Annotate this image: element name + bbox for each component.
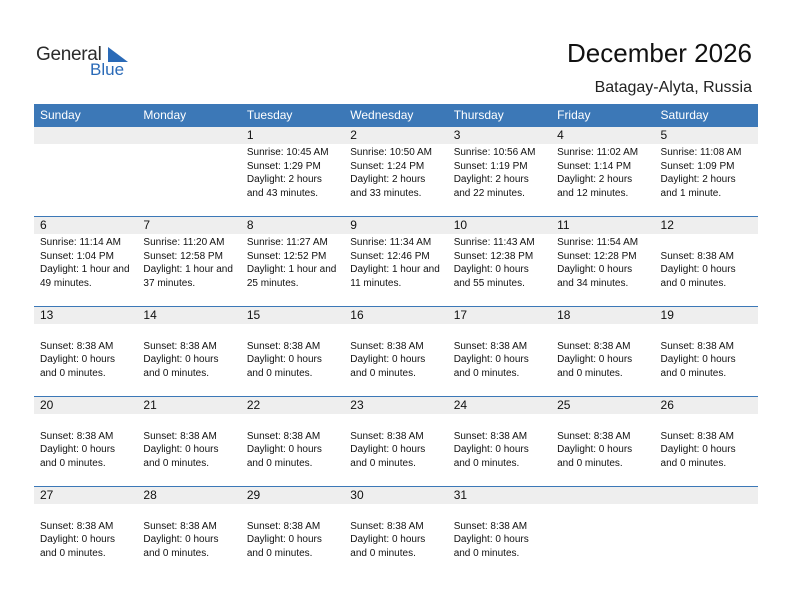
day-cell: [241, 307, 344, 397]
day-info-line: Sunset: 12:46 PM: [350, 250, 430, 262]
day-cell: [137, 397, 240, 487]
day-info-line: [350, 416, 447, 430]
day-info-line: [40, 506, 137, 520]
day-info: [137, 144, 240, 146]
day-cell: [344, 127, 447, 217]
day-info-line: and 0 minutes.: [246, 457, 313, 469]
day-number: 8: [241, 217, 344, 234]
day-info-line: Sunrise: 11:14 AM: [40, 237, 121, 248]
day-info: [448, 324, 551, 380]
day-cell: [448, 487, 551, 577]
day-info-line: Sunset: 8:38 AM: [660, 340, 734, 352]
day-number: 19: [655, 307, 758, 324]
day-info-line: and 0 minutes.: [453, 367, 520, 379]
day-info-line: [40, 416, 137, 430]
day-info-line: and 22 minutes.: [453, 187, 525, 199]
week-row: [34, 486, 758, 577]
day-info-line: and 0 minutes.: [143, 547, 210, 559]
weekday-sunday: Sunday: [40, 108, 81, 122]
day-info-line: Sunset: 12:52 PM: [246, 250, 327, 262]
day-cell: [551, 487, 654, 577]
day-info: [137, 324, 240, 380]
day-info: [448, 234, 551, 290]
day-info: [137, 504, 240, 560]
day-cell: [241, 127, 344, 217]
day-info: [241, 414, 344, 470]
week-row: [34, 396, 758, 487]
day-cell: [344, 217, 447, 307]
logo-word-blue: Blue: [90, 60, 125, 79]
day-info-line: Sunrise: 10:45 AM: [246, 147, 329, 158]
weekday-monday: Monday: [143, 108, 187, 122]
day-cell: [448, 397, 551, 487]
day-info-line: and 0 minutes.: [660, 277, 727, 289]
day-info-line: Sunset: 8:38 AM: [350, 340, 424, 352]
day-number: 20: [34, 397, 137, 414]
day-cell: [137, 307, 240, 397]
day-info: [551, 144, 654, 200]
day-info-line: [454, 506, 551, 520]
day-cell: [655, 217, 758, 307]
logo-word-general: General: [36, 44, 102, 65]
day-number: 15: [241, 307, 344, 324]
day-info-line: Sunrise: 11:02 AM: [557, 147, 639, 158]
day-info-line: Daylight: 1 hour and: [40, 264, 130, 275]
day-info-line: Sunset: 8:38 AM: [40, 430, 114, 442]
day-cell: [344, 487, 447, 577]
day-number: 13: [34, 307, 137, 324]
day-info-line: Sunrise: 11:54 AM: [557, 237, 639, 248]
day-info-line: and 0 minutes.: [660, 457, 727, 469]
day-number: [137, 127, 240, 144]
day-number: 14: [137, 307, 240, 324]
day-info-line: and 1 minute.: [660, 187, 722, 199]
day-info-line: Daylight: 0 hours: [350, 444, 426, 455]
day-info: [241, 504, 344, 560]
day-info: [551, 234, 654, 290]
week-row: [34, 306, 758, 397]
day-cell: [137, 217, 240, 307]
day-cell: [551, 217, 654, 307]
day-info-line: Sunset: 8:38 AM: [660, 250, 734, 262]
day-info: [137, 234, 240, 290]
day-info-line: and 0 minutes.: [453, 457, 520, 469]
day-number: 23: [344, 397, 447, 414]
day-info: [344, 414, 447, 470]
day-number: 27: [34, 487, 137, 504]
day-cell: [655, 307, 758, 397]
day-info-line: Sunset: 12:38 PM: [453, 250, 534, 262]
day-info-line: Daylight: 0 hours: [350, 534, 426, 545]
day-cell: [655, 487, 758, 577]
day-number: 3: [448, 127, 551, 144]
day-cell: [34, 217, 137, 307]
day-number: 26: [655, 397, 758, 414]
day-info-line: and 0 minutes.: [246, 547, 313, 559]
day-number: 10: [448, 217, 551, 234]
day-cell: [551, 307, 654, 397]
day-info-line: [350, 506, 447, 520]
day-number: 5: [655, 127, 758, 144]
location-label: Batagay-Alyta, Russia: [594, 79, 752, 96]
day-info-line: Daylight: 2 hours: [660, 174, 736, 185]
day-info: [655, 144, 758, 200]
day-cell: [344, 307, 447, 397]
day-number: 28: [137, 487, 240, 504]
day-info-line: Daylight: 0 hours: [557, 264, 633, 275]
day-info-line: Daylight: 0 hours: [143, 354, 219, 365]
day-cell: [34, 397, 137, 487]
day-info-line: [247, 326, 344, 340]
day-number: 12: [655, 217, 758, 234]
weekday-thursday: Thursday: [453, 108, 504, 122]
day-info-line: and 55 minutes.: [453, 277, 525, 289]
day-number: 11: [551, 217, 654, 234]
day-info-line: Daylight: 0 hours: [660, 354, 736, 365]
day-cell: [137, 127, 240, 217]
day-info: [34, 324, 137, 380]
day-info-line: Sunset: 1:04 PM: [40, 250, 114, 262]
day-info-line: and 0 minutes.: [143, 457, 210, 469]
day-info-line: Sunrise: 10:56 AM: [453, 147, 536, 158]
day-info-line: [247, 506, 344, 520]
day-info: [448, 504, 551, 560]
weekday-wednesday: Wednesday: [350, 108, 414, 122]
day-info-line: 25 minutes.: [246, 277, 299, 289]
day-info-line: Sunset: 8:38 AM: [246, 520, 321, 532]
day-info-line: and 34 minutes.: [557, 277, 629, 289]
day-info: [34, 234, 137, 290]
day-info: [344, 324, 447, 380]
day-info-line: Sunset: 8:38 AM: [143, 430, 217, 442]
day-info-line: Sunset: 8:38 AM: [350, 520, 424, 532]
day-info-line: Daylight: 0 hours: [557, 354, 633, 365]
day-info: [655, 504, 758, 506]
day-info-line: Daylight: 0 hours: [453, 354, 529, 365]
day-info: [34, 504, 137, 560]
day-cell: [448, 127, 551, 217]
day-info-line: and 33 minutes.: [350, 187, 422, 199]
day-info: [551, 324, 654, 380]
week-row: [34, 216, 758, 307]
day-number: 30: [344, 487, 447, 504]
day-info-line: Sunset: 1:19 PM: [453, 160, 528, 172]
day-info-line: [557, 326, 654, 340]
day-info: [344, 144, 447, 200]
day-info-line: Sunrise: 10:50 AM: [350, 147, 432, 158]
day-cell: [551, 127, 654, 217]
day-info-line: Sunrise: 11:27 AM: [246, 237, 328, 248]
page-title: December 2026: [567, 38, 752, 68]
day-number: [34, 127, 137, 144]
day-info-line: Daylight: 0 hours: [350, 354, 426, 365]
day-info: [34, 144, 137, 146]
day-info-line: Daylight: 0 hours: [40, 534, 116, 545]
day-info: [241, 324, 344, 380]
day-cell: [241, 397, 344, 487]
day-info-line: Sunset: 8:38 AM: [246, 340, 321, 352]
day-info-line: Sunset: 8:38 AM: [143, 340, 217, 352]
day-number: 24: [448, 397, 551, 414]
day-number: 29: [241, 487, 344, 504]
day-info-line: Sunset: 8:38 AM: [143, 520, 217, 532]
day-cell: [34, 127, 137, 217]
day-info-line: and 0 minutes.: [557, 367, 623, 379]
day-info-line: Sunset: 1:09 PM: [660, 160, 735, 172]
day-info-line: Daylight: 0 hours: [453, 534, 529, 545]
day-number: 25: [551, 397, 654, 414]
day-cell: [241, 487, 344, 577]
day-info-line: and 0 minutes.: [246, 367, 313, 379]
day-info-line: 49 minutes.: [40, 277, 92, 289]
day-info-line: [143, 506, 240, 520]
day-info-line: Daylight: 0 hours: [246, 354, 322, 365]
day-info-line: Sunset: 8:38 AM: [453, 520, 528, 532]
day-cell: [655, 127, 758, 217]
day-number: 16: [344, 307, 447, 324]
weekday-tuesday: Tuesday: [246, 108, 293, 122]
day-info-line: [350, 326, 447, 340]
day-number: 4: [551, 127, 654, 144]
day-info-line: [40, 326, 137, 340]
day-info-line: Daylight: 1 hour and: [143, 264, 233, 275]
day-number: 31: [448, 487, 551, 504]
weekday-saturday: Saturday: [660, 108, 709, 122]
week-row: [34, 126, 758, 217]
day-info: [241, 144, 344, 200]
day-info-line: Sunrise: 11:20 AM: [143, 237, 225, 248]
day-info-line: Daylight: 0 hours: [143, 534, 219, 545]
day-info-line: Sunset: 12:58 PM: [143, 250, 223, 262]
day-info-line: and 43 minutes.: [246, 187, 319, 199]
day-info-line: and 0 minutes.: [557, 457, 623, 469]
day-info-line: [143, 416, 240, 430]
day-cell: [448, 217, 551, 307]
day-info-line: and 0 minutes.: [40, 457, 106, 469]
day-info-line: [557, 416, 654, 430]
day-info-line: Daylight: 2 hours: [350, 174, 426, 185]
day-info-line: Daylight: 0 hours: [453, 264, 529, 275]
day-number: 18: [551, 307, 654, 324]
day-info: [551, 414, 654, 470]
day-info-line: [247, 416, 344, 430]
day-info-line: and 0 minutes.: [453, 547, 520, 559]
day-info-line: [661, 326, 758, 340]
day-info-line: Daylight: 2 hours: [246, 174, 322, 185]
day-info-line: Sunset: 8:38 AM: [660, 430, 734, 442]
day-number: [655, 487, 758, 504]
day-info-line: Sunrise: 11:34 AM: [350, 237, 432, 248]
day-info-line: [454, 326, 551, 340]
day-info: [344, 234, 447, 290]
day-info-line: and 0 minutes.: [40, 367, 106, 379]
day-info-line: Sunset: 1:24 PM: [350, 160, 425, 172]
day-info-line: Daylight: 0 hours: [40, 354, 116, 365]
day-info-line: Sunset: 1:14 PM: [557, 160, 632, 172]
day-cell: [241, 217, 344, 307]
day-info-line: Sunset: 8:38 AM: [557, 340, 631, 352]
day-info-line: Daylight: 0 hours: [40, 444, 116, 455]
day-info-line: Sunrise: 11:08 AM: [660, 147, 742, 158]
day-info-line: [661, 416, 758, 430]
day-cell: [137, 487, 240, 577]
day-info: [448, 414, 551, 470]
day-info: [34, 414, 137, 470]
day-cell: [448, 307, 551, 397]
day-info-line: Sunset: 1:29 PM: [246, 160, 321, 172]
day-info-line: and 12 minutes.: [557, 187, 629, 199]
day-number: 6: [34, 217, 137, 234]
day-info-line: and 0 minutes.: [143, 367, 210, 379]
day-info-line: Sunset: 8:38 AM: [40, 340, 114, 352]
day-info-line: Sunset: 8:38 AM: [557, 430, 631, 442]
day-info-line: Daylight: 0 hours: [453, 444, 529, 455]
day-info-line: Sunset: 8:38 AM: [453, 430, 528, 442]
day-info-line: Sunset: 8:38 AM: [350, 430, 424, 442]
day-info-line: and 0 minutes.: [350, 367, 416, 379]
day-info-line: Daylight: 2 hours: [557, 174, 633, 185]
day-info-line: Daylight: 0 hours: [246, 534, 322, 545]
day-cell: [655, 397, 758, 487]
day-cell: [551, 397, 654, 487]
day-info-line: Daylight: 0 hours: [143, 444, 219, 455]
day-info: [655, 324, 758, 380]
day-info: [241, 234, 344, 290]
day-info-line: Daylight: 1 hour and: [246, 264, 337, 275]
day-info-line: Daylight: 2 hours: [453, 174, 529, 185]
day-info-line: [454, 416, 551, 430]
day-info: [551, 504, 654, 506]
day-info: [655, 234, 758, 290]
day-cell: [34, 487, 137, 577]
day-cell: [344, 397, 447, 487]
day-info: [137, 414, 240, 470]
day-info: [344, 504, 447, 560]
day-info-line: [143, 326, 240, 340]
day-cell: [34, 307, 137, 397]
logo: [36, 44, 136, 80]
day-info: [655, 414, 758, 470]
day-info-line: 37 minutes.: [143, 277, 196, 289]
day-info-line: and 0 minutes.: [350, 457, 416, 469]
day-info-line: Sunrise: 11:43 AM: [453, 237, 535, 248]
day-number: 17: [448, 307, 551, 324]
weekday-header: [34, 104, 758, 126]
day-info-line: Sunset: 12:28 PM: [557, 250, 637, 262]
day-info-line: Daylight: 0 hours: [660, 444, 736, 455]
day-info-line: Daylight: 0 hours: [557, 444, 633, 455]
day-info-line: 11 minutes.: [350, 277, 402, 289]
day-info-line: Sunset: 8:38 AM: [40, 520, 114, 532]
day-info-line: Daylight: 0 hours: [246, 444, 322, 455]
day-info-line: Daylight: 1 hour and: [350, 264, 440, 275]
day-number: 21: [137, 397, 240, 414]
day-info-line: Daylight: 0 hours: [660, 264, 736, 275]
day-info-line: and 0 minutes.: [40, 547, 106, 559]
weekday-friday: Friday: [557, 108, 591, 122]
day-number: 9: [344, 217, 447, 234]
day-info-line: Sunset: 8:38 AM: [246, 430, 321, 442]
day-info-line: Sunset: 8:38 AM: [453, 340, 528, 352]
day-info-line: and 0 minutes.: [660, 367, 727, 379]
day-info: [448, 144, 551, 200]
day-info-line: and 0 minutes.: [350, 547, 416, 559]
day-number: 22: [241, 397, 344, 414]
day-info-line: [661, 236, 758, 250]
day-number: 1: [241, 127, 344, 144]
day-number: 7: [137, 217, 240, 234]
day-number: [551, 487, 654, 504]
day-number: 2: [344, 127, 447, 144]
